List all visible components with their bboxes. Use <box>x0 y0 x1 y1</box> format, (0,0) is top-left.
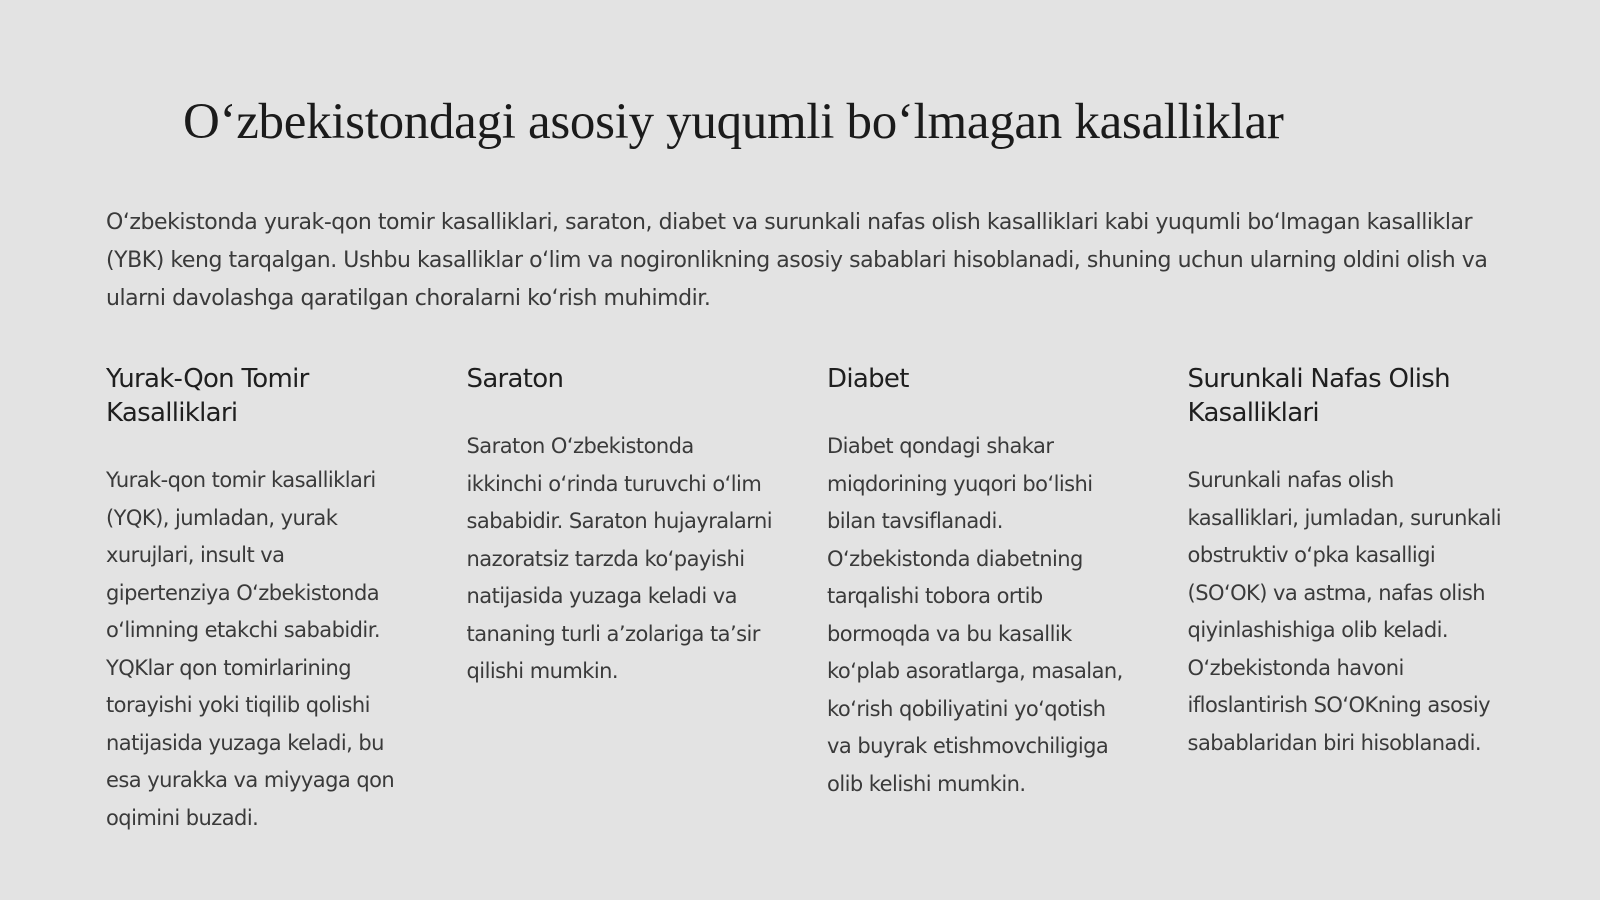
column-text: Diabet qondagi shakar miqdorining yuqori bo‘lishi bilan tavsiflanadi. O‘zbekistonda diabetning tarqalishi tobora ortib bormoqda va bu kasallik ko‘plab asoratlarga, masalan, ko‘rish qobiliyatini yo‘qotish va buyrak etishmovchiligiga olib kelishi mumkin. <box>827 434 1123 796</box>
column-cancer <box>467 362 776 837</box>
column-text: Yurak-qon tomir kasalliklari (YQK), jumladan, yurak xurujlari, insult va gipertenziya O‘zbekistonda o‘limning etakchi sababidir. YQKlar qon tomirlarining torayishi yoki tiqilib qolishi natijasida yuzaga keladi, bu esa yurakka va miyyaga qon oqimini buzadi. <box>106 468 395 830</box>
column-title: Surunkali Nafas Olish Kasalliklari <box>1187 364 1450 428</box>
column-text: Surunkali nafas olish kasalliklari, jumladan, surunkali obstruktiv o‘pka kasalligi (SO‘OK) va astma, nafas olish qiyinlashishiga olib keladi. O‘zbekistonda havoni ifloslantirish SO‘OKning asosiy sabablaridan biri hisoblanadi. <box>1187 468 1502 755</box>
column-diabetes <box>827 362 1136 837</box>
column-title: Yurak-Qon Tomir Kasalliklari <box>106 364 309 428</box>
intro-paragraph: O‘zbekistonda yurak-qon tomir kasalliklari, saraton, diabet va surunkali nafas olish kasalliklari kabi yuqumli bo‘lmagan kasalliklar (YBK) keng tarqalgan. Ushbu kasalliklar o‘lim va nogironlikning asosiy sabablari hisoblanadi, shuning uchun ularning oldini olish va ularni davolashga qaratilgan choralarni ko‘rish muhimdir. <box>106 210 1488 311</box>
disease-columns <box>106 362 1506 837</box>
column-respiratory <box>1188 362 1506 837</box>
column-title: Diabet <box>827 364 909 394</box>
column-text: Saraton O‘zbekistonda ikkinchi o‘rinda turuvchi o‘lim sababidir. Saraton hujayralarni nazoratsiz tarzda ko‘payishi natijasida yuzaga keladi va tananing turli a’zolariga ta’sir qilishi mumkin. <box>466 434 772 683</box>
column-cardiovascular <box>106 362 415 837</box>
column-title: Saraton <box>466 364 564 394</box>
slide-title: O‘zbekistondagi asosiy yuqumli bo‘lmagan kasalliklar <box>183 94 1284 150</box>
